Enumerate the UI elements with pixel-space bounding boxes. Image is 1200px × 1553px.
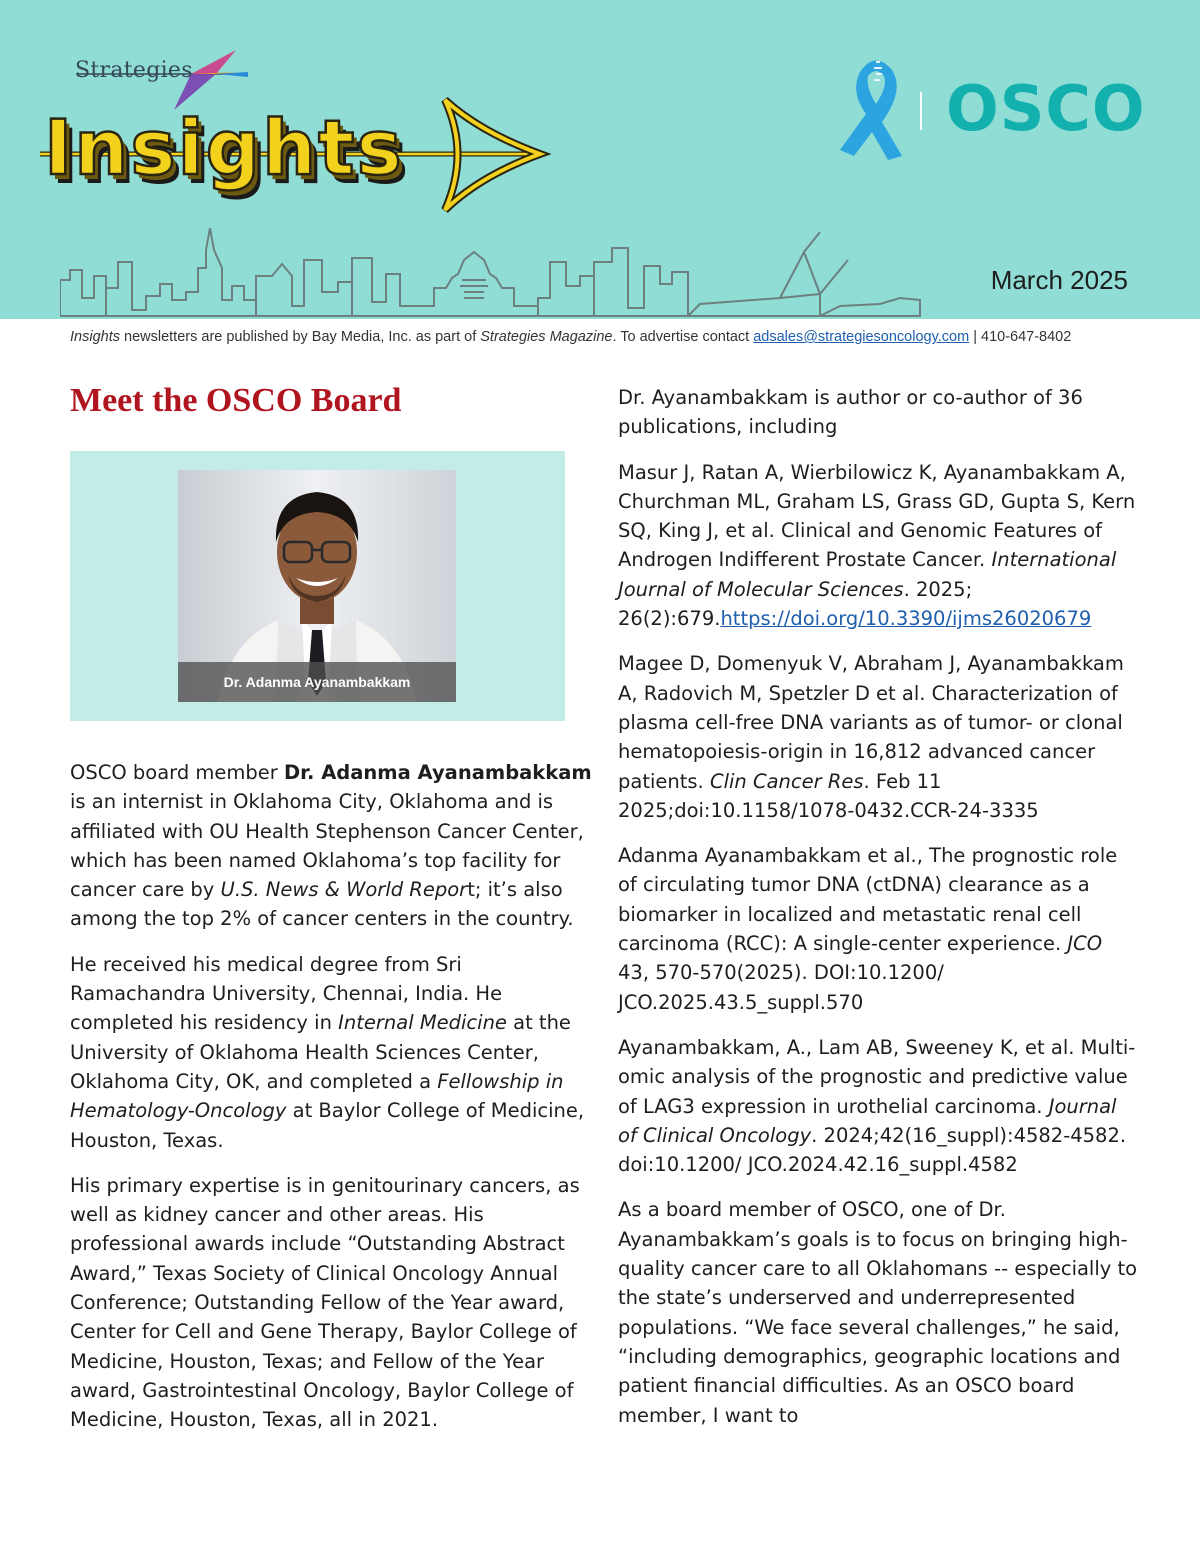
pub1-citation: . 2025; 26(2):679. <box>618 577 973 631</box>
pub3-citation: 43, 570-570(2025). DOI:10.1200/ JCO.2025.43.5_suppl.570 <box>618 961 944 1014</box>
board-goals-paragraph: As a board member of OSCO, one of Dr. Ayanambakkam’s goals is to focus on bringing high-quality cancer care to all Oklahomans -- especially to the state’s underserved and underrepresented populations. “We face several challenges,” he said, “including demographics, geographic locations and patient financial difficulties. As an OSCO board member, I want to <box>618 1198 1138 1427</box>
bio-p2-fellowship: Fellowship in Hematology-Oncology <box>70 1069 564 1123</box>
header-banner <box>0 0 1200 319</box>
pub2-citation: . Feb 11 2025;doi:10.1158/1078-0432.CCR-24-3335 <box>618 769 1039 822</box>
bio-p2-text-a: He received his medical degree from Sri Ramachandra University, Chennai, India. He completed his residency in <box>70 952 503 1035</box>
city-skyline-illustration <box>60 222 940 318</box>
photo-frame <box>70 451 565 721</box>
bio-paragraph-3: His primary expertise is in genitourinary cancers, as well as kidney cancer and other areas. His professional awards include “Outstanding Abstract Award,” Texas Society of Clinical Oncology Annual Conference; Outstanding Fellow of the Year award, Center for Cell and Gene Therapy, Baylor College of Medicine, Houston, Texas; and Fellow of the Year award, Gastrointestinal Oncology, Baylor College of Medicine, Houston, Texas, all in 2021. <box>70 1173 580 1432</box>
publisher-phone: | 410-647-8402 <box>969 329 1072 345</box>
bio-p1-text-c: is an internist in Oklahoma City, Oklahoma and is affiliated with OU Health Stephenson Cancer Center, which has been named Oklahoma’s top facility for cancer care by <box>70 790 584 902</box>
bio-p2-residency: Internal Medicine <box>338 1011 507 1035</box>
portrait-photo <box>178 470 456 702</box>
pub2-authors-title: Magee D, Domenyuk V, Abraham J, Ayanambakkam A, Radovich M, Spetzler D et al. Characterization of plasma cell-free DNA variants as of tumor- or clonal hematopoiesis-origin in 16,812 advanced cancer patients. <box>618 652 1124 793</box>
publication-1 <box>618 458 1138 634</box>
insights-title: Insights <box>44 103 404 192</box>
article-title: Meet the OSCO Board <box>70 382 402 419</box>
bio-p1-name: Dr. Adanma Ayanambakkam <box>283 761 592 784</box>
pub4-authors-title: Ayanambakkam, A., Lam AB, Sweeney K, et al. Multi-omic analysis of the prognostic and predictive value of LAG3 expression in urothelial carcinoma. <box>618 1035 1136 1118</box>
ad-sales-email-link[interactable]: adsales@strategiesoncology.com <box>753 329 970 345</box>
bio-paragraph-2 <box>70 950 592 1155</box>
bio-p1-text-e: t; it’s also among the top 2% of cancer centers in the country. <box>70 878 574 931</box>
publisher-text-2: . To advertise contact <box>612 329 754 345</box>
issue-date: March 2025 <box>990 265 1128 295</box>
bio-p1-text-a: OSCO board member <box>70 761 284 784</box>
pub3-journal: JCO <box>1067 932 1103 956</box>
pub4-citation: . 2024;42(16_suppl):4582-4582. doi:10.1200/ JCO.2024.42.16_suppl.4582 <box>618 1123 1127 1177</box>
osco-logo-text: OSCO <box>946 72 1146 145</box>
article-left-column <box>70 758 592 1451</box>
publisher-line <box>70 329 1150 345</box>
bio-p2-text-e: at Baylor College of Medicine, Houston, Texas. <box>70 1099 585 1152</box>
bio-p1-publication: U.S. News & World Repor <box>220 878 468 902</box>
article-right-column <box>618 383 1138 1446</box>
pub3-authors-title: Adanma Ayanambakkam et al., The prognostic role of circulating tumor DNA (ctDNA) clearance as a biomarker in localized and metastatic renal cell carcinoma (RCC): A single-center experience. <box>618 844 1118 956</box>
photo-caption: Dr. Adanma Ayanambakkam <box>178 662 456 702</box>
strategies-logo-text: Strategies <box>75 58 193 83</box>
publisher-newsletter-name: Insights <box>70 329 120 345</box>
pub1-doi-link[interactable]: https://doi.org/10.3390/ijms26020679 <box>720 607 1092 631</box>
publication-2 <box>618 649 1138 825</box>
publication-4 <box>618 1033 1138 1179</box>
pub1-authors-title: Masur J, Ratan A, Wierbilowicz K, Ayanambakkam A, Churchman ML, Graham LS, Grass GD, Gupta S, Kern SQ, King J, et al. Clinical and Genomic Features of Androgen Indifferent Prostate Cancer. <box>618 460 1136 572</box>
bio-paragraph-1 <box>70 758 592 934</box>
publisher-text-1: newsletters are published by Bay Media, Inc. as part of <box>119 329 481 345</box>
publication-3 <box>618 841 1138 1017</box>
publisher-magazine-name: Strategies Magazine <box>480 329 613 345</box>
pub2-journal: Clin Cancer Res <box>709 769 864 793</box>
pub4-journal: Journal of Clinical Oncology <box>618 1094 1117 1147</box>
pub1-journal: International Journal of Molecular Sciences <box>618 548 1117 601</box>
publications-intro: Dr. Ayanambakkam is author or co-author of 36 publications, including <box>618 386 1083 439</box>
bio-p2-text-c: at the University of Oklahoma Health Sciences Center, Oklahoma City, OK, and completed a <box>70 1011 571 1093</box>
